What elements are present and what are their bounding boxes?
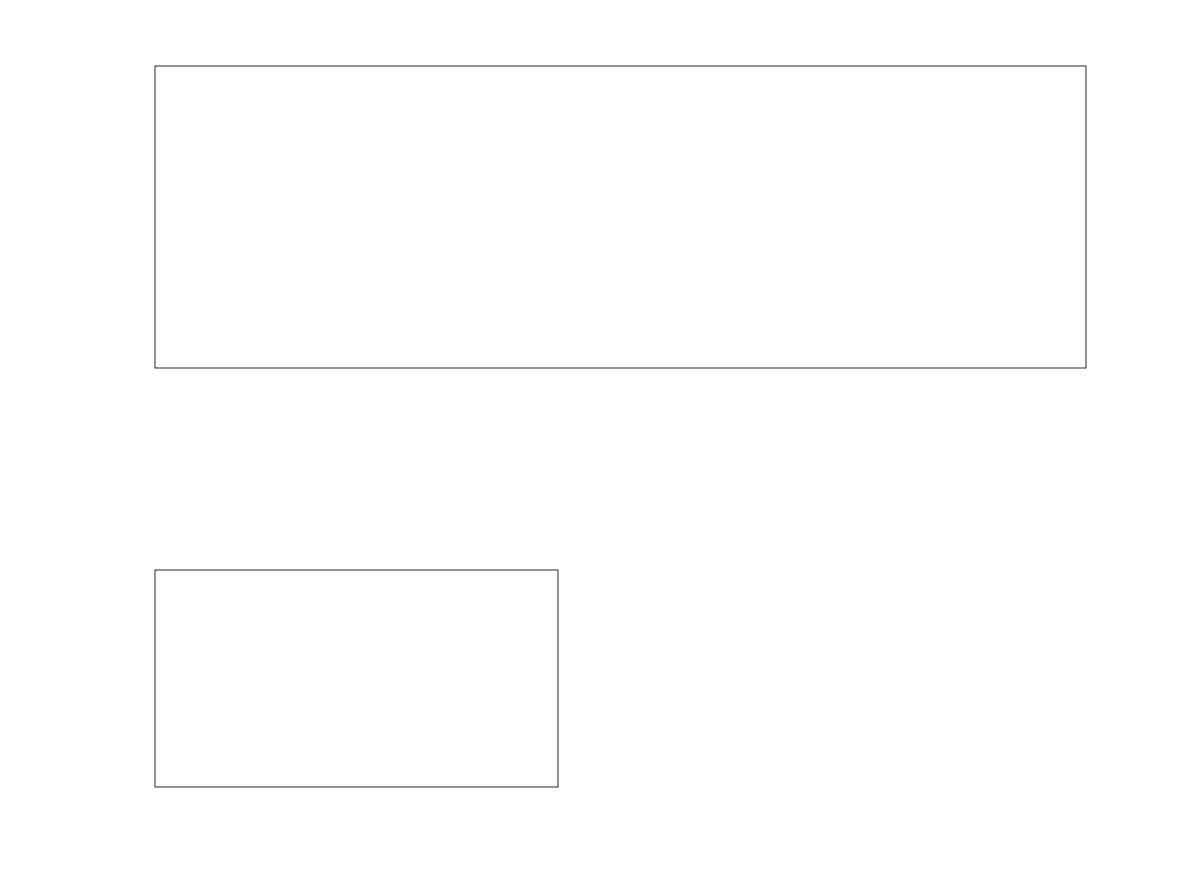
det-range-label: [644, 585, 824, 608]
ping-depth-row: [644, 721, 1184, 744]
sensitivity-label: [644, 744, 824, 767]
sensitivity-row: [644, 744, 1184, 767]
pulse-label: [644, 766, 824, 789]
dive-depth-row: [644, 495, 1184, 518]
ping-depth-label: [644, 721, 824, 744]
dive-no-label: [644, 472, 824, 495]
dive-no-row: [644, 472, 1184, 495]
calc-depth-row: [644, 608, 1184, 631]
apogee-label: [644, 517, 824, 540]
pulse-row: [644, 766, 1184, 789]
det-depth-row: [644, 563, 1184, 586]
sensitivity-current: [824, 744, 925, 767]
results-label: [644, 653, 824, 676]
det-depth-label: [644, 563, 824, 586]
diagnostic-panel: [644, 444, 1184, 789]
bottom-plot-frame: [155, 570, 558, 787]
pulse-current: [824, 766, 925, 789]
ping-depth-current: [824, 721, 925, 744]
full-mission-chart: [155, 66, 1086, 368]
settings-label: [644, 699, 824, 722]
det-range-row: [644, 585, 1184, 608]
dive-depth-label: [644, 495, 824, 518]
apogee-row: [644, 517, 1184, 540]
results-row: [644, 653, 1184, 676]
last-50-dives-chart: [155, 570, 558, 787]
top-plot-frame: [155, 66, 1086, 368]
settings-header-row: [644, 699, 1184, 722]
current-header: [824, 699, 925, 722]
